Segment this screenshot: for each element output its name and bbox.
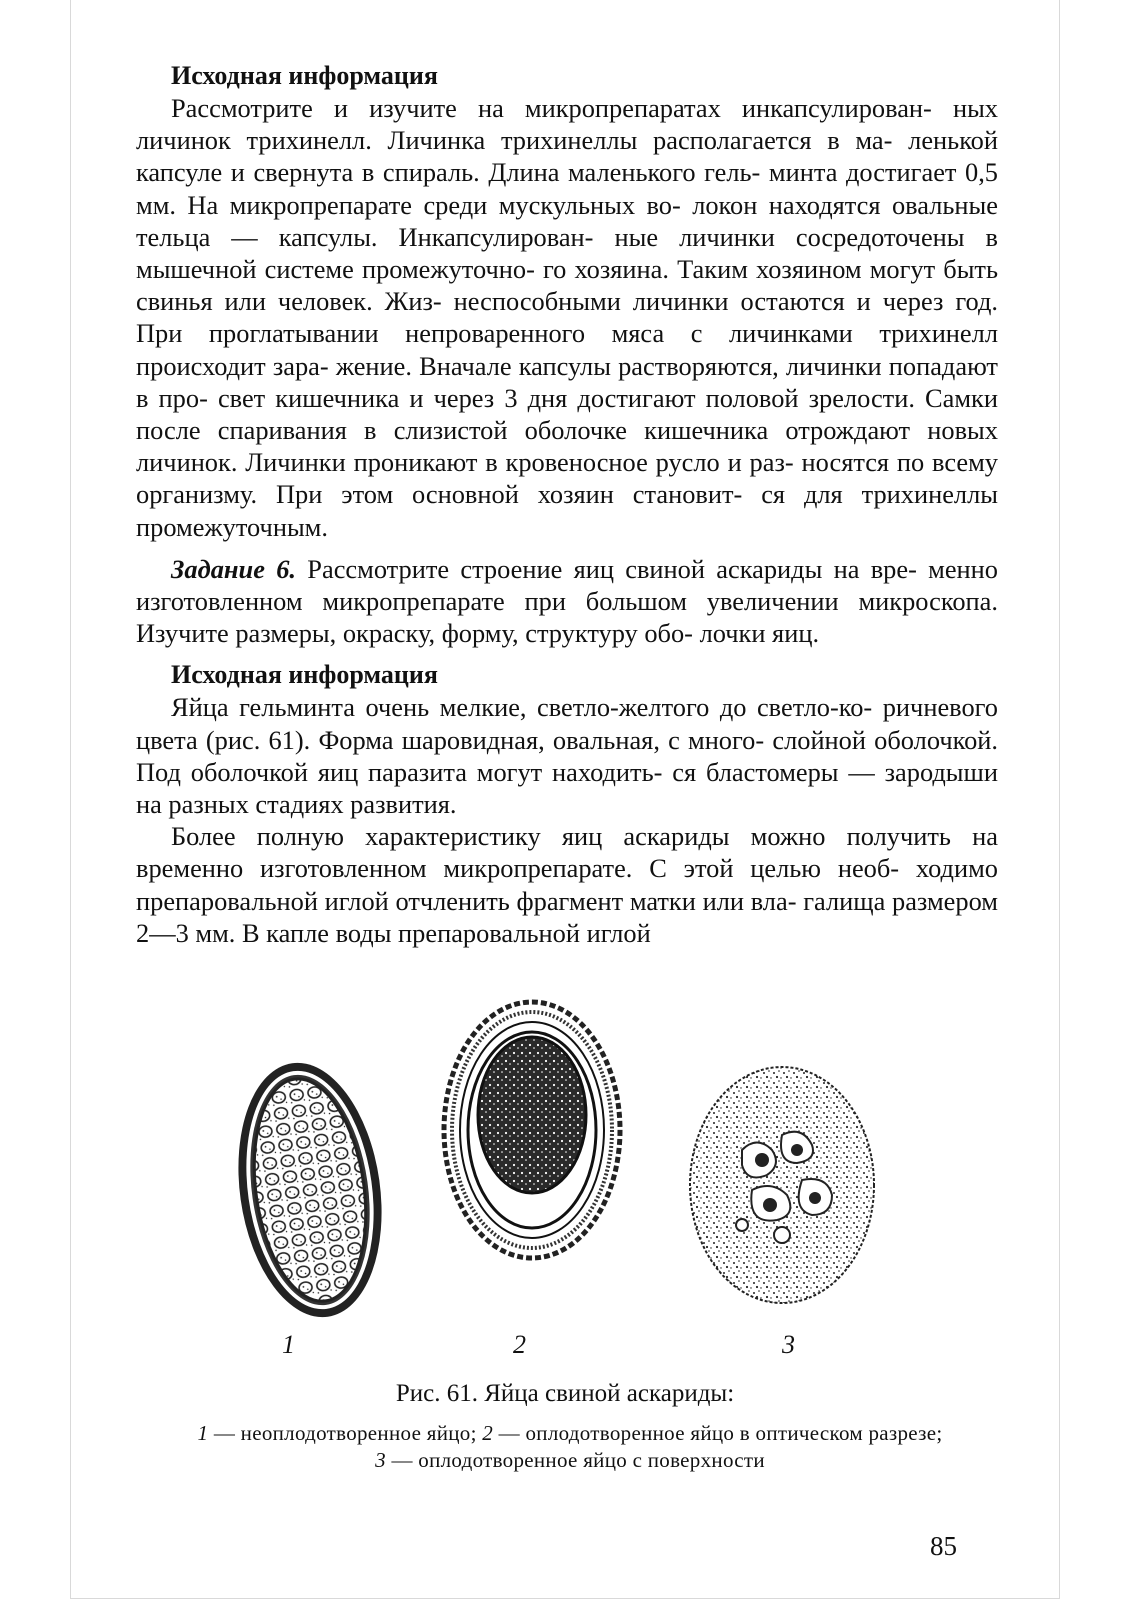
paragraph-preparation: Более полную характеристику яиц аскариды можно получить на временно изготовленном микропрепарате. С этой целью необ- ходимо препаровальной иглой отчленить фрагмент матки или вла- галища размером 2—3 мм. В капле воды препаровальной иглой (136, 821, 998, 948)
page-number: 85 (930, 1531, 957, 1561)
figure-legend: 1 — неоплодотворенное яйцо; 2 — оплодотворенное яйцо в оптическом разрезе; 3 — оплодотворенное яйцо с поверхности (197, 1421, 943, 1472)
figure-caption: Рис. 61. Яйца свиной аскариды: (395, 1380, 735, 1407)
unfertilized-egg-illustration (230, 1055, 390, 1325)
paragraph-trichinella: Рассмотрите и изучите на микропрепаратах инкапсулирован- ных личинок трихинелл. Личинка трихинеллы располагается в ма- ленькой капсуле и свернута в спираль. Длина маленького гель- минта достигает 0,5 мм. На микропрепарате среди мускульных во- локон находятся овальные тельца — капсулы. Инкапсулирован- ные личинки сосредоточены в мышечной системе промежуточно- го хозяина. Таким хозяином могут быть свинья или человек. Жиз- неспособными личинки остаются и через год. При проглатывании непроваренного мяса с личинками трихинелл происходит зара- жение. Вначале капсулы растворяются, личинки попадают в про- свет кишечника и через 3 дня достигают половой зрелости. Самки после спаривания в слизистой оболочке кишечника отрождают новых личинок. Личинки проникают в кровеносное русло и раз- носятся по всему организму. При этом основной хозяин становит- ся для трихинеллы промежуточным. (136, 93, 999, 542)
fertilized-egg-surface-illustration (682, 1060, 882, 1310)
text-body (136, 60, 998, 949)
fertilized-egg-section-illustration (440, 995, 625, 1265)
section-heading-1: Исходная информация (171, 61, 438, 90)
figure-label-2: 2 (513, 1330, 526, 1359)
figure-label-3: 3 (782, 1330, 795, 1359)
paragraph-task-6: Задание 6. Рассмотрите строение яиц свиной аскариды на вре- менно изготовленном микропрепарате при большом увеличении микроскопа. Изучите размеры, окраску, форму, структуру обо- лочки яиц. (136, 553, 998, 649)
figure-label-1: 1 (282, 1330, 295, 1359)
paragraph-eggs: Яйца гельминта очень мелкие, светло-желтого до светло-ко- ричневого цвета (рис. 61). Форма шаровидная, овальная, с много- слойной оболочкой. Под оболочкой яиц паразита могут находить- ся бластомеры — зародыши на разных стадиях развития. (136, 692, 999, 820)
task-label: Задание 6. (171, 553, 297, 584)
section-heading-2: Исходная информация (171, 660, 438, 690)
